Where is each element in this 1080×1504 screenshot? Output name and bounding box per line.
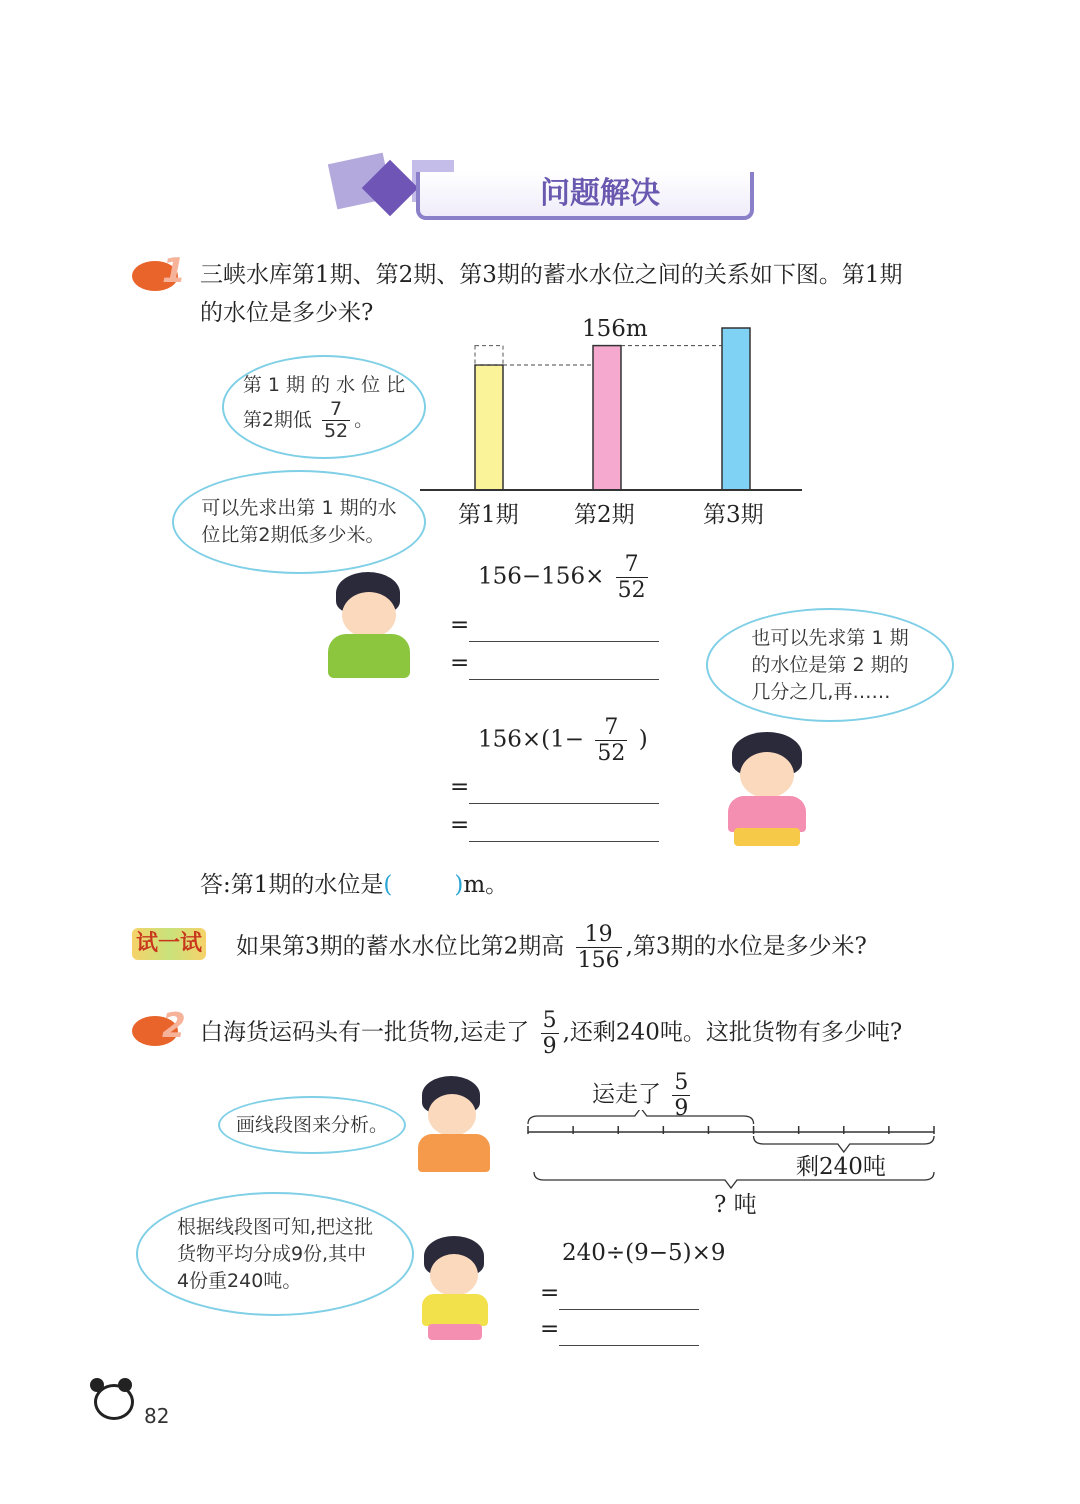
problem-1-number: 1 [162,251,186,291]
boy-face [428,1094,476,1136]
bubble-3-line1: 也可以先求第 1 期 [751,626,909,649]
boy-illustration-2 [410,1076,500,1176]
page-number: 82 [144,1404,170,1428]
panda-ear-right [118,1378,132,1392]
hint-bubble-1 [222,355,426,459]
blank-line-5[interactable]: = [540,1276,699,1310]
try-badge: 试一试 [132,928,206,960]
bar-3 [722,328,750,490]
problem-1-text-line2: 的水位是多少米? [200,300,374,326]
x-tick-label-3: 第3期 [703,502,764,528]
bubble-3-line2: 的水位是第 2 期的 [751,653,909,676]
bubble-5-line3: 4份重240吨。 [176,1269,302,1292]
boy-shirt [328,634,410,678]
hint-bubble-4: 画线段图来分析。 [218,1096,406,1154]
bubble-3-line3: 几分之几,再…… [751,680,891,703]
blank-line-2[interactable]: = [450,646,659,680]
moved-label: 运走了 $\frac{5}{9}$ [592,1070,689,1121]
boy-shirt [418,1134,490,1172]
girl-face [430,1254,478,1296]
boy-illustration-1 [318,572,428,682]
bar-1-gap-outline [475,346,503,365]
hint-bubble-3 [706,608,954,722]
hint-bubble-2 [172,470,426,574]
girl-face [740,752,794,798]
panda-ear-left [90,1378,104,1392]
section-banner [320,150,760,230]
expression-1: 156−156× $\frac{7}{52}$ [478,552,646,603]
chart-annotation-156m: 156m [582,316,648,342]
bar-1 [475,365,503,490]
try-text: 如果第3期的蓄水水位比第2期高 $\frac{19}{156}$ ,第3期的水位是多少米? [236,922,867,973]
bubble-1-line1: 第 1 期 的 水 位 比 [242,374,406,396]
panda-icon [88,1376,134,1422]
bubble-5-line1: 根据线段图可知,把这批 [176,1215,374,1238]
problem-1-text-line1: 三峡水库第1期、第2期、第3期的蓄水水位之间的关系如下图。第1期 [200,262,903,288]
bubble-2-line2: 位比第2期低多少米。 [201,524,385,546]
remain-label: 剩240吨 [796,1154,886,1180]
girl-shirt [422,1294,488,1326]
hint-bubble-5 [136,1192,414,1316]
blank-line-6[interactable]: = [540,1312,699,1346]
girl-skirt [734,828,800,846]
bubble-5-line2: 货物平均分成9份,其中 [176,1242,367,1265]
x-tick-label-1: 第1期 [458,502,519,528]
expression-2: 156×(1− $\frac{7}{52}$ ) [478,715,648,766]
problem-1-badge [132,251,190,295]
bubble-2-line1: 可以先求出第 1 期的水 [201,497,397,519]
section-title: 问题解决 [540,176,660,211]
girl-illustration-1 [712,728,822,848]
girl-shirt [728,796,806,832]
bubble-1-fraction: $\frac{7}{52}$ [323,398,349,442]
answer-line: 答:第1期的水位是( )m。 [200,872,509,898]
blank-line-1[interactable]: = [450,608,659,642]
blank-line-4[interactable]: = [450,808,659,842]
x-tick-label-2: 第2期 [574,502,635,528]
girl-skirt [428,1324,482,1340]
problem-2-badge [132,1006,190,1050]
total-label: ? 吨 [714,1192,757,1218]
problem-2-number: 2 [162,1006,186,1046]
problem-2-text: 白海货运码头有一批货物,运走了 $\frac{5}{9}$ ,还剩240吨。这批货物有多少吨? [200,1008,903,1059]
girl-illustration-2 [414,1236,500,1342]
moved-brace [528,1110,754,1124]
bubble-1-line2: 第2期低 $\frac{7}{52}$ 。 [242,398,374,442]
blank-line-3[interactable]: = [450,770,659,804]
boy-face [342,592,396,638]
bar-2 [593,346,621,490]
expression-3: 240÷(9−5)×9 [562,1240,726,1266]
